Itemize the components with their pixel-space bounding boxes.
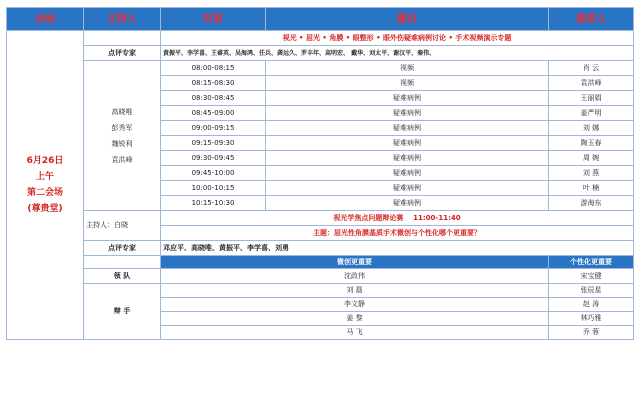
- slot-topic: 疑难病例: [266, 106, 549, 121]
- debater-label: 辩 手: [84, 284, 161, 340]
- debater-minimal: 李文静: [161, 298, 549, 312]
- venue-date: 6月26日: [26, 156, 64, 166]
- slot-topic: 视频: [266, 76, 549, 91]
- table-row: [7, 61, 634, 76]
- host-name: 高晓唯: [111, 107, 133, 116]
- session1-reviewers: 黄振平、李学喜、王睿英、吴海鸿、任兵、龚远久、罗丰年、高明宏、 戴华、刘太平、谢汉平、秦伟、: [161, 46, 634, 61]
- session2-title-cell: [161, 211, 634, 226]
- host-name: 魏锐利: [111, 139, 133, 148]
- header-time: 时间: [161, 8, 266, 31]
- session1-reviewer-label: 点评专家: [84, 46, 161, 61]
- slot-topic: 疑难病例: [266, 121, 549, 136]
- venue-hall: 第二会场: [26, 188, 63, 198]
- slot-time: 10:15-10:30: [161, 196, 266, 211]
- leader-personal: 宋宝健: [549, 269, 634, 284]
- leader-label: 领 队: [84, 269, 161, 284]
- table-row: [7, 284, 634, 298]
- slot-topic: 疑难病例: [266, 181, 549, 196]
- slot-topic: 疑难病例: [266, 91, 549, 106]
- header-venue: 会场: [7, 8, 84, 31]
- slot-time: 08:45-09:00: [161, 106, 266, 121]
- debater-minimal: 姜 黎: [161, 312, 549, 326]
- slot-time: 08:15-08:30: [161, 76, 266, 91]
- slot-speaker: 姜严明: [549, 106, 634, 121]
- venue-period: 上午: [35, 172, 54, 182]
- debater-personal: 张辰星: [549, 284, 634, 298]
- venue-room: (尊贵堂): [27, 204, 63, 214]
- slot-speaker: 游海东: [549, 196, 634, 211]
- header-row: [7, 8, 634, 31]
- slot-time: 09:15-09:30: [161, 136, 266, 151]
- header-speaker: 演讲人: [549, 8, 634, 31]
- host-name: 袁洪峰: [111, 155, 133, 164]
- slot-topic: 疑难病例: [266, 196, 549, 211]
- slot-time: 08:00-08:15: [161, 61, 266, 76]
- slot-time: 09:45-10:00: [161, 166, 266, 181]
- slot-topic: 疑难病例: [266, 166, 549, 181]
- session2-time: 11:00-11:40: [413, 213, 461, 222]
- host-name: 彭秀军: [111, 123, 133, 132]
- session2-host: 主持人：白晓: [84, 211, 161, 241]
- slot-speaker: 刘 娜: [549, 121, 634, 136]
- slot-speaker: 周 婉: [549, 151, 634, 166]
- session2-theme: 主题：屈光性角膜基质手术微创与个性化哪个更重要？: [161, 226, 634, 241]
- slot-speaker: 陶玉春: [549, 136, 634, 151]
- session2-reviewer-label: 点评专家: [84, 241, 161, 256]
- debater-minimal: 马 飞: [161, 326, 549, 340]
- slot-speaker: 袁洪峰: [549, 76, 634, 91]
- session2-title: 视光学焦点问题辩论赛: [333, 213, 404, 222]
- slot-time: 09:00-09:15: [161, 121, 266, 136]
- session1-title: 视光 • 屈光 • 角膜 • 眼整形 • 眼外伤疑难病例讨论 • 手术视频演示专题: [161, 31, 634, 46]
- debater-personal: 乔 蓉: [549, 326, 634, 340]
- slot-time: 08:30-08:45: [161, 91, 266, 106]
- slot-speaker: 肖 云: [549, 61, 634, 76]
- slot-time: 09:30-09:45: [161, 151, 266, 166]
- leader-minimal: 沈政伟: [161, 269, 549, 284]
- session2-reviewers: 邓应平、高晓唯、黄振平、李学喜、刘勇: [161, 241, 634, 256]
- schedule-table: [6, 7, 634, 340]
- debater-minimal: 刘 磊: [161, 284, 549, 298]
- slot-speaker: 王丽娟: [549, 91, 634, 106]
- slot-speaker: 刘 燕: [549, 166, 634, 181]
- header-host: 主持人: [84, 8, 161, 31]
- team-personal-header: 个性化更重要: [549, 256, 634, 269]
- header-topic: 题目: [266, 8, 549, 31]
- slot-topic: 疑难病例: [266, 136, 549, 151]
- debater-personal: 赵 涛: [549, 298, 634, 312]
- venue-cell: [7, 31, 84, 340]
- slot-topic: 视频: [266, 61, 549, 76]
- slot-time: 10:00-10:15: [161, 181, 266, 196]
- slot-speaker: 叶 楠: [549, 181, 634, 196]
- debater-personal: 林巧雅: [549, 312, 634, 326]
- slot-topic: 疑难病例: [266, 151, 549, 166]
- team-minimal-header: 微创更重要: [161, 256, 549, 269]
- session1-hosts: [84, 61, 161, 211]
